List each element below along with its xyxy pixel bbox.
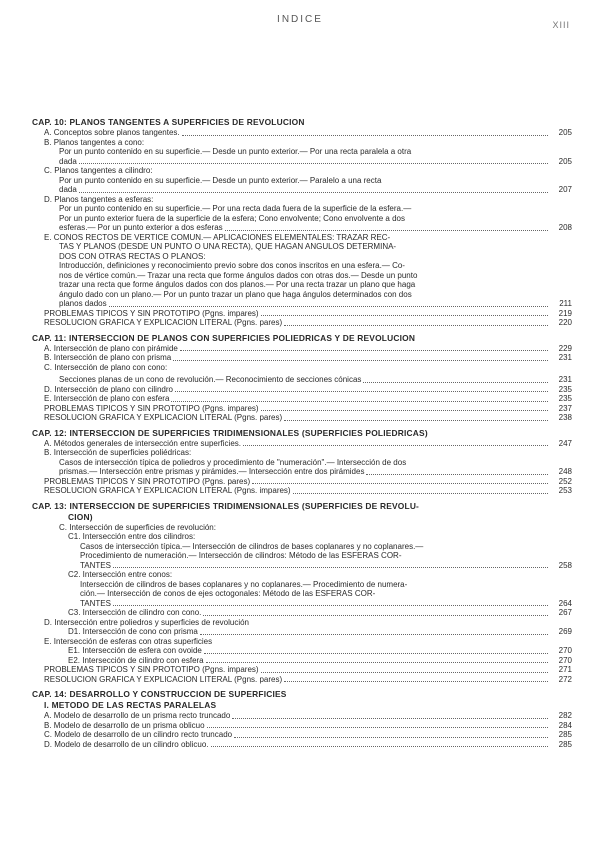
- toc-entry: Casos de intersección típica.— Intersección de cilindros de bases coplanares y no coplanares.—: [80, 541, 424, 551]
- toc-entry: E. Intersección de plano con esfera 235: [44, 394, 572, 403]
- toc-entry: Por un punto contenido en su superficie.— Desde un punto exterior.— Por una recta paralela a otra: [59, 147, 412, 156]
- toc-entry: E. CONOS RECTOS DE VERTICE COMUN.— APLICACIONES ELEMENTALES: TRAZAR REC-: [44, 232, 391, 242]
- toc-entry: B. Modelo de desarrollo de un prisma oblicuo 284: [44, 720, 572, 730]
- toc-entry: D1. Intersección de cono con prisma 269: [68, 627, 572, 636]
- toc-entry: B. Planos tangentes a cono:: [44, 137, 145, 147]
- toc-entry: RESOLUCION GRAFICA Y EXPLICACION LITERAL (Pgns. pares) 238: [44, 413, 572, 422]
- chapter-11: [32, 333, 572, 423]
- toc-entry: C1. Intersección entre dos cilindros:: [68, 532, 196, 541]
- toc-entry: A. Intersección de plano con pirámide 229: [44, 343, 572, 353]
- toc-entry: C. Intersección de plano con cono:: [44, 362, 168, 372]
- toc-entry: PROBLEMAS TIPICOS Y SIN PROTOTIPO (Pgns. pares) 252: [44, 476, 572, 486]
- toc-entry: E2. Intersección de cilindro con esfera 270: [68, 655, 572, 665]
- toc-entry: esferas.— Por un punto exterior a dos esferas 208: [59, 223, 572, 232]
- toc-entry: A. Métodos generales de intersección entre superficies. 247: [44, 438, 572, 448]
- toc-entry: dada 205: [59, 156, 572, 166]
- toc-entry: DOS CON OTRAS RECTAS O PLANOS:: [59, 251, 206, 261]
- toc-entry: dada 207: [59, 185, 572, 194]
- toc-entry: D. Planos tangentes a esferas:: [44, 194, 154, 204]
- toc-entry: Intersección de cilindros de bases coplanares y no coplanares.— Procedimiento de numera-: [80, 579, 408, 589]
- toc-entry: C2. Intersección entre conos:: [68, 570, 173, 579]
- toc-entry: C. Intersección de superficies de revolución:: [59, 522, 216, 532]
- page-header: INDICE: [277, 14, 323, 25]
- toc-entry: A. Modelo de desarrollo de un prisma recto truncado 282: [44, 711, 572, 720]
- toc-entry: ción.— Intersección de conos de ejes octogonales: Método de las ESFERAS COR-: [80, 589, 376, 598]
- toc-entry: nos de vértice común.— Trazar una recta que forme ángulos dados con otras dos.— Desde un punto: [59, 270, 418, 280]
- toc-entry: A. Conceptos sobre planos tangentes. 205: [44, 128, 572, 137]
- chapter-10: [32, 117, 572, 328]
- page-number: XIII: [552, 20, 570, 30]
- toc-entry: RESOLUCION GRAFICA Y EXPLICACION LITERAL (Pgns. pares) 220: [44, 318, 572, 327]
- toc-entry: C. Planos tangentes a cilindro:: [44, 166, 153, 175]
- chapter-title: CAP. 11: INTERSECCION DE PLANOS CON SUPERFICIES POLIEDRICAS Y DE REVOLUCION: [32, 332, 416, 343]
- toc-entry: planos dados 211: [59, 299, 572, 308]
- toc-entry: D. Intersección de plano con cilindro 235: [44, 384, 572, 394]
- toc-entry: TANTES 264: [80, 598, 572, 608]
- section-title: I. METODO DE LAS RECTAS PARALELAS: [44, 700, 217, 710]
- toc-entry: trazar una recta que forme ángulos dados con dos planos.— Por una recta trazar un plano que haga: [59, 280, 416, 289]
- toc-entry: B. Intersección de superficies poliédricas:: [44, 448, 192, 457]
- toc-entry: ángulo dado con un plano.— Por un punto trazar un plano que haga ángulos determinados con dos: [59, 289, 412, 299]
- chapter-12: [32, 428, 572, 496]
- toc-entry: RESOLUCION GRAFICA Y EXPLICACION LITERAL (Pgns. pares) 272: [44, 674, 572, 684]
- toc-entry: RESOLUCION GRAFICA Y EXPLICACION LITERAL (Pgns. impares) 253: [44, 486, 572, 495]
- table-of-contents: [32, 117, 572, 754]
- toc-entry: Casos de intersección típica de poliedros y procedimiento de "numeración".— Intersección de dos: [59, 457, 407, 467]
- toc-entry: E. Intersección de esferas con otras superficies: [44, 636, 213, 646]
- chapter-title-continued: CION): [68, 511, 93, 522]
- toc-entry: Por un punto contenido en su superficie.— Desde un punto exterior.— Paralelo a una recta: [59, 175, 382, 185]
- toc-entry: Secciones planas de un cono de revolución.— Reconocimiento de secciones cónicas 231: [59, 375, 572, 384]
- toc-entry: B. Intersección de plano con prisma 231: [44, 353, 572, 362]
- chapter-title: CAP. 12: INTERSECCION DE SUPERFICIES TRIDIMENSIONALES (SUPERFICIES POLIEDRICAS): [32, 427, 428, 438]
- toc-entry: PROBLEMAS TIPICOS Y SIN PROTOTIPO (Pgns. impares) 219: [44, 308, 572, 318]
- toc-entry: Introducción, definiciones y reconocimiento previo sobre dos conos inscritos en una esfera.— Co-: [59, 261, 405, 270]
- chapter-14: [32, 689, 572, 749]
- chapter-title: CAP. 13: INTERSECCION DE SUPERFICIES TRIDIMENSIONALES (SUPERFICIES DE REVOLU-: [32, 500, 420, 511]
- chapter-title: CAP. 14: DESARROLLO Y CONSTRUCCION DE SUPERFICIES: [32, 689, 287, 699]
- toc-entry: prismas.— Intersección entre prismas y pirámides.— Intersección entre dos pirámides 248: [59, 467, 572, 476]
- toc-entry: TANTES 258: [80, 560, 572, 570]
- toc-entry: Por un punto exterior fuera de la superficie de la esfera; Cono envolvente; Cono envolvente a dos: [59, 213, 405, 223]
- toc-entry: E1. Intersección de esfera con ovoide 270: [68, 646, 572, 655]
- toc-entry: C3. Intersección de cilindro con cono. 267: [68, 608, 572, 617]
- toc-entry: PROBLEMAS TIPICOS Y SIN PROTOTIPO (Pgns. impares) 271: [44, 665, 572, 674]
- toc-entry: D. Modelo de desarrollo de un cilindro oblicuo. 285: [44, 739, 572, 749]
- toc-entry: Por un punto contenido en su superficie.— Por una recta dada fuera de la superficie de la esfera.—: [59, 204, 412, 213]
- toc-entry: C. Modelo de desarrollo de un cilindro recto truncado 285: [44, 730, 572, 739]
- toc-entry: TAS Y PLANOS (DESDE UN PUNTO O UNA RECTA), QUE HAGAN ANGULOS DETERMINA-: [59, 242, 397, 251]
- chapter-title: CAP. 10: PLANOS TANGENTES A SUPERFICIES DE REVOLUCION: [32, 117, 305, 127]
- chapter-13: [32, 501, 572, 685]
- toc-entry: D. Intersección entre poliedros y superficies de revolución: [44, 617, 249, 627]
- toc-entry: PROBLEMAS TIPICOS Y SIN PROTOTIPO (Pgns. impares) 237: [44, 403, 572, 413]
- toc-entry: Procedimiento de numeración.— Intersección de cilindros: Método de las ESFERAS COR-: [80, 551, 402, 560]
